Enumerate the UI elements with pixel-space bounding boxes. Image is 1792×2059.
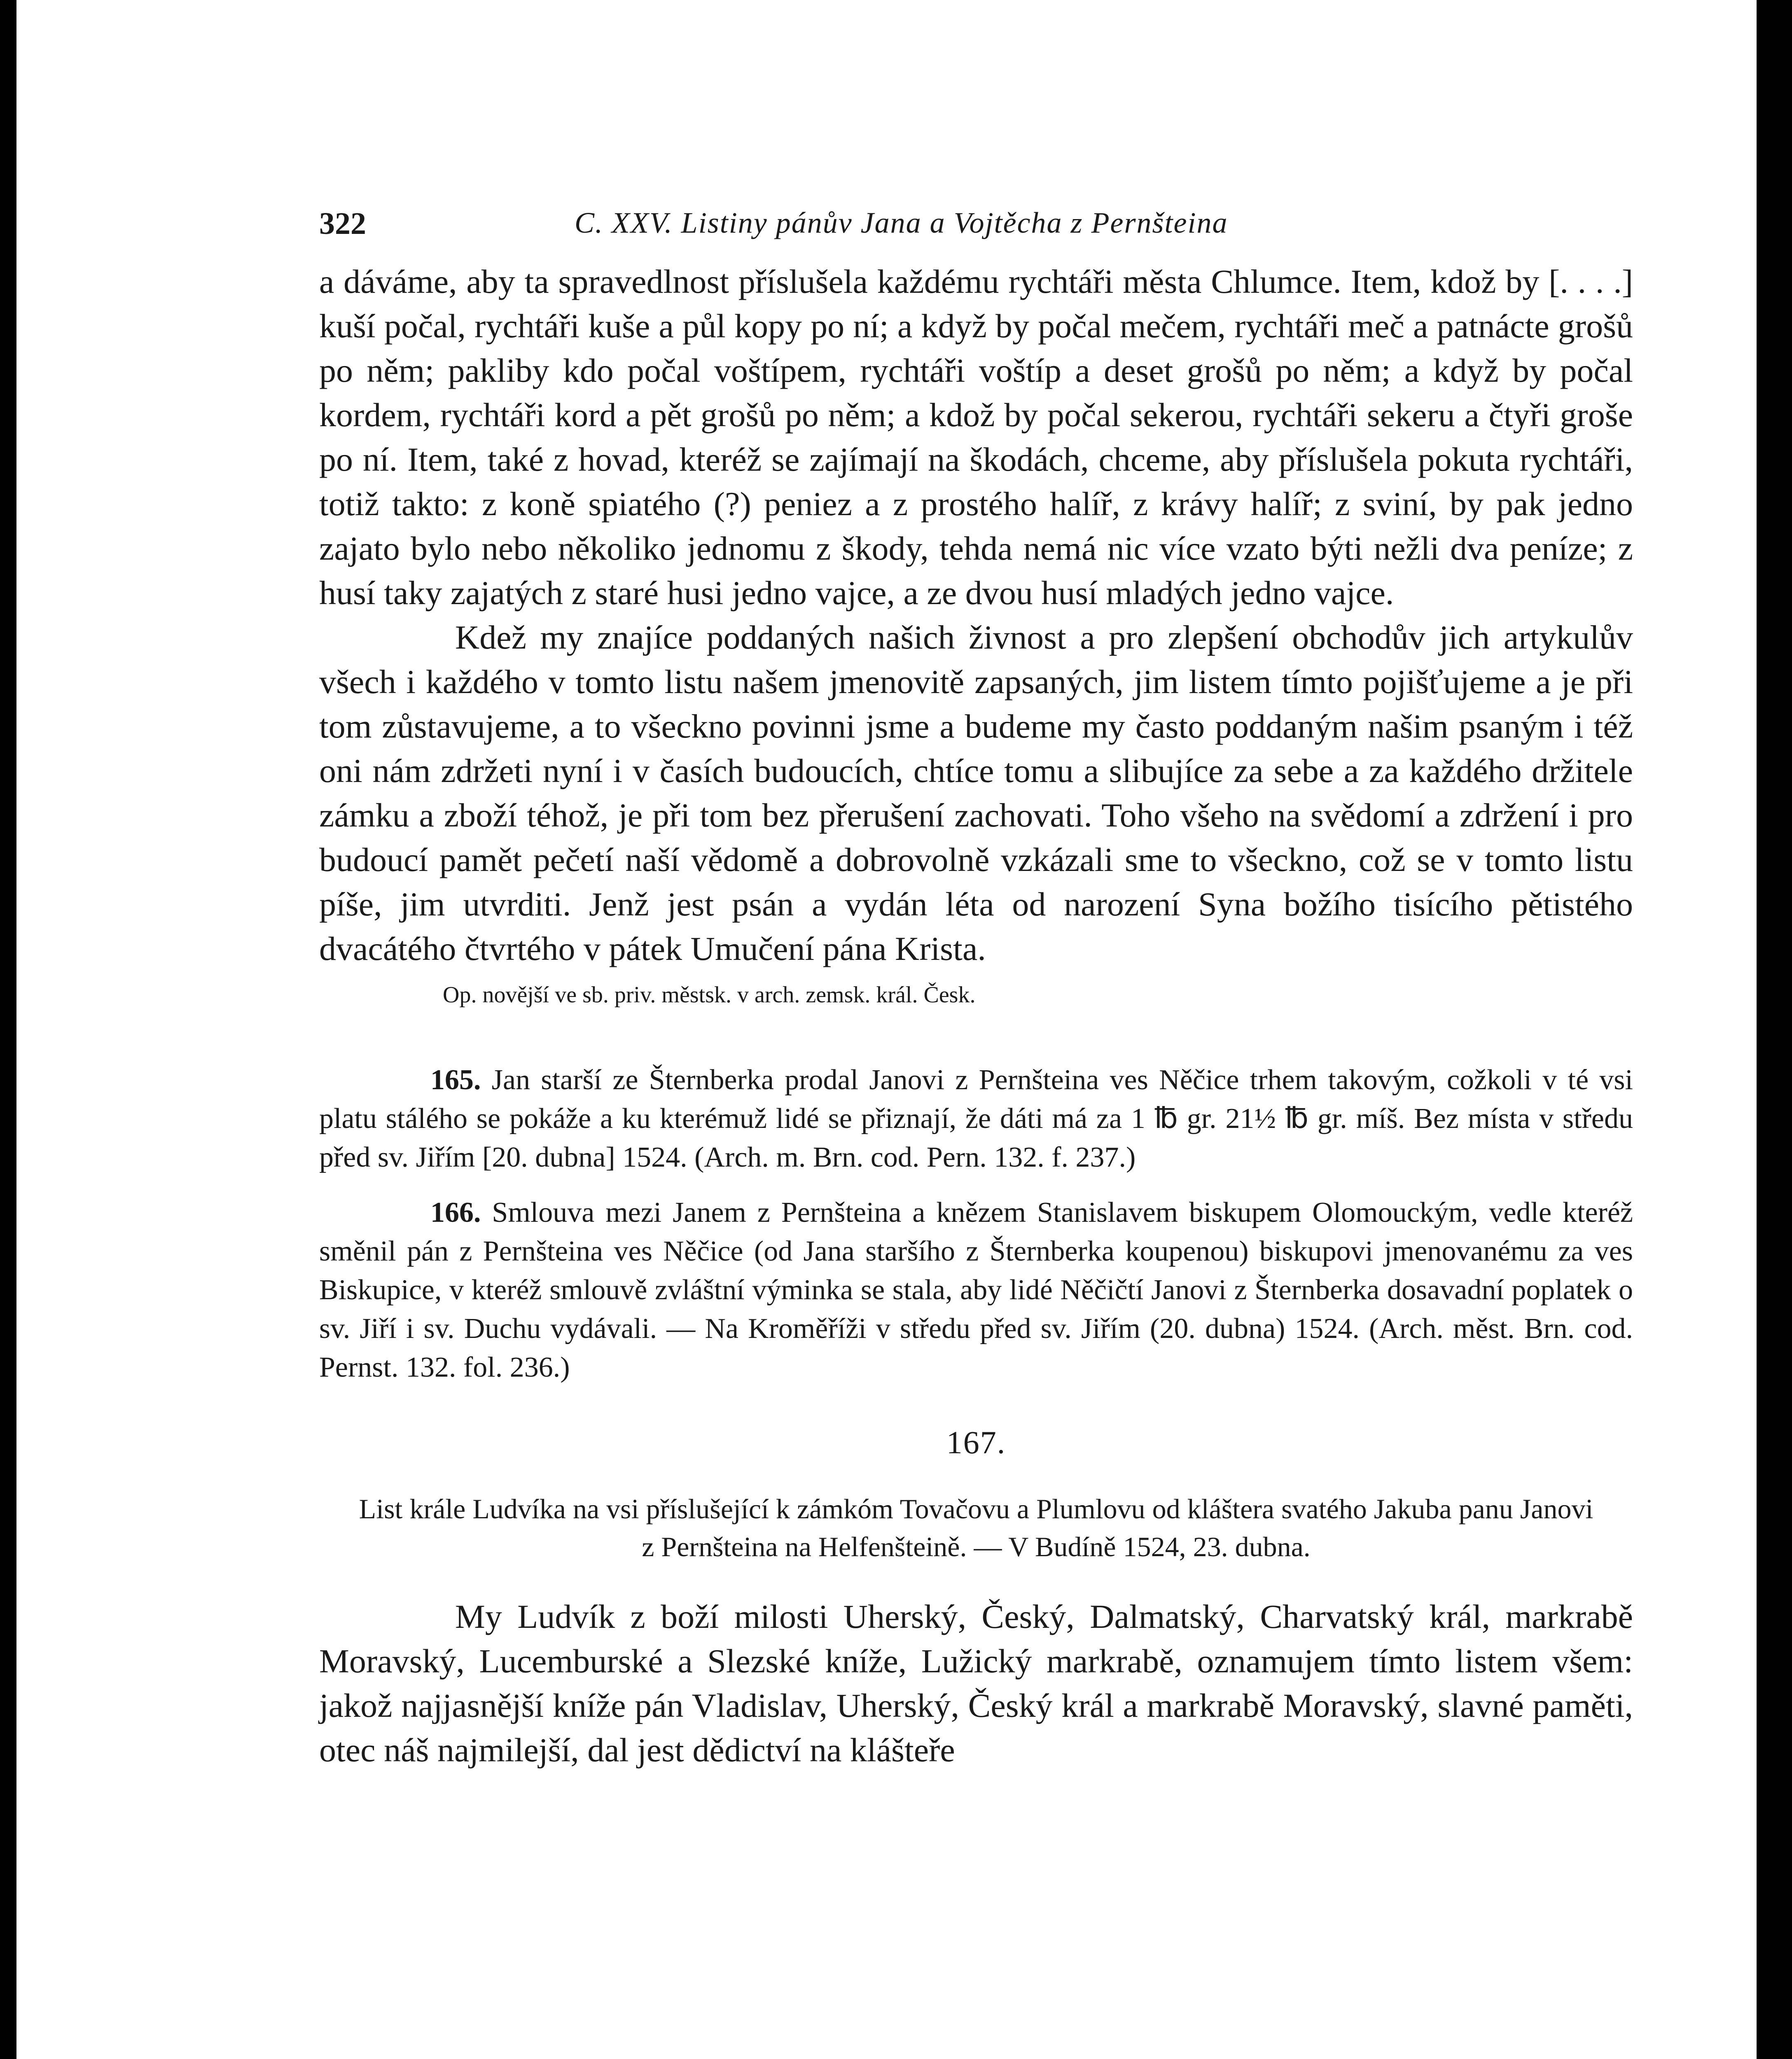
regest-166: [319, 1193, 1633, 1387]
regest-number: 165.: [430, 1064, 481, 1096]
page-content: [319, 189, 1633, 1772]
spacer: [319, 1566, 1633, 1594]
document-body: My Ludvík z boží milosti Uherský, Český, Dalmatský, Charvatský král, markrabě Moravský, Lucemburské a Slezské kníže, Lužický markrabě, oznamujem tímto listem všem: jakož najjasnější kníže pán Vladislav, Uherský, Český král a markrabě Moravský, slavné paměti, otec náš najmilejší, dal jest dědictví na klášteře: [319, 1598, 1633, 1769]
regest-165: [319, 1061, 1633, 1177]
page-number: 322: [319, 206, 366, 241]
regest-number: 166.: [430, 1197, 481, 1228]
source-note: Op. novější ve sb. priv. městsk. v arch. zemsk. král. Česk.: [443, 982, 976, 1008]
regest-text: Smlouva mezi Janem z Pernšteina a knězem Stanislavem biskupem Olomouckým, vedle kteréž směnil pán z Pernšteina ves Něčice (od Jana staršího z Šternberka koupenou) biskupovi jmenovanému za ves Biskupice, v kteréž smlouvě zvláštní výminka se stala, aby lidé Něčičtí Janovi z Šternberka dosavadní poplatek o sv. Jiří i sv. Duchu vydávali. — Na Kroměříži v středu před sv. Jiřím (20. dubna) 1524. (Arch. měst. Brn. cod. Pernst. 132. fol. 236.): [319, 1197, 1633, 1383]
document-heading: List krále Ludvíka na vsi příslušející k zámkóm Tovačovu a Plumlovu od kláštera svatého Jakuba panu Janovi z Pernšteina na Helfenšteině. — V Budíně 1524, 23. dubna.: [359, 1493, 1593, 1562]
document-number: 167.: [946, 1424, 1006, 1460]
continuation-paragraph-2: Kdež my znajíce poddaných našich živnost a pro zlepšení obchodův jich artykulův všech i každého v tomto listu našem jmenovitě zapsaných, jim listem tímto pojišťujeme a je při tom zůstavujeme, a to všeckno povinni jsme a budeme my často poddaným našim psaným i též oni nám zdržeti nyní i v časích budoucích, chtíce tomu a slibujíce za sebe a za každého držitele zámku a zboží téhož, je při tom bez přerušení zachovati. Toho všeho na svědomí a zdržení i pro budoucí pamět pečetí naší vědomě a dobrovolně vzkázali sme to všeckno, což se v tomto listu píše, jim utvrditi. Jenž jest psán a vydán léta od narození Syna božího tisícího pětistého dvacátého čtvrtého v pátek Umučení pána Krista.: [319, 619, 1633, 967]
regest-text: Jan starší ze Šternberka prodal Janovi z Pernšteina ves Něčice trhem takovým, cožkoli v té vsi platu stálého se pokáže a ku kterémuž lidé se přiznají, že dáti má za 1 ℔ gr. 21½ ℔ gr. míš. Bez místa v středu před sv. Jiřím [20. dubna] 1524. (Arch. m. Brn. cod. Pern. 132. f. 237.): [319, 1064, 1633, 1173]
spacer: [319, 1177, 1633, 1193]
scanned-page: [16, 0, 1757, 2059]
page-header: [319, 189, 1633, 259]
continuation-paragraph-1: a dáváme, aby ta spravedlnost příslušela každému rychtáři města Chlumce. Item, kdož by [. . . .] kuší počal, rychtáři kuše a půl kopy po ní; a když by počal mečem, rychtáři meč a patnácte grošů po něm; pakliby kdo počal voštípem, rychtáři voštíp a deset grošů po něm; a když by počal kordem, rychtáři kord a pět grošů po něm; a kdož by počal sekerou, rychtáři sekeru a čtyři groše po ní. Item, také z hovad, kteréž se zajímají na škodách, chceme, aby příslušela pokuta rychtáři, totiž takto: z koně spiatého (?) peniez a z prostého halíř, z krávy halíř; z sviní, by pak jedno zajato bylo nebo několiko jednomu z škody, tehda nemá nic více vzato býti nežli dva peníze; z husí taky zajatých z staré husi jedno vajce, a ze dvou husí mladých jedno vajce.: [319, 263, 1633, 612]
running-head: C. XXV. Listiny pánův Jana a Vojtěcha z Pernšteina: [575, 206, 1228, 239]
spacer: [319, 1011, 1633, 1061]
